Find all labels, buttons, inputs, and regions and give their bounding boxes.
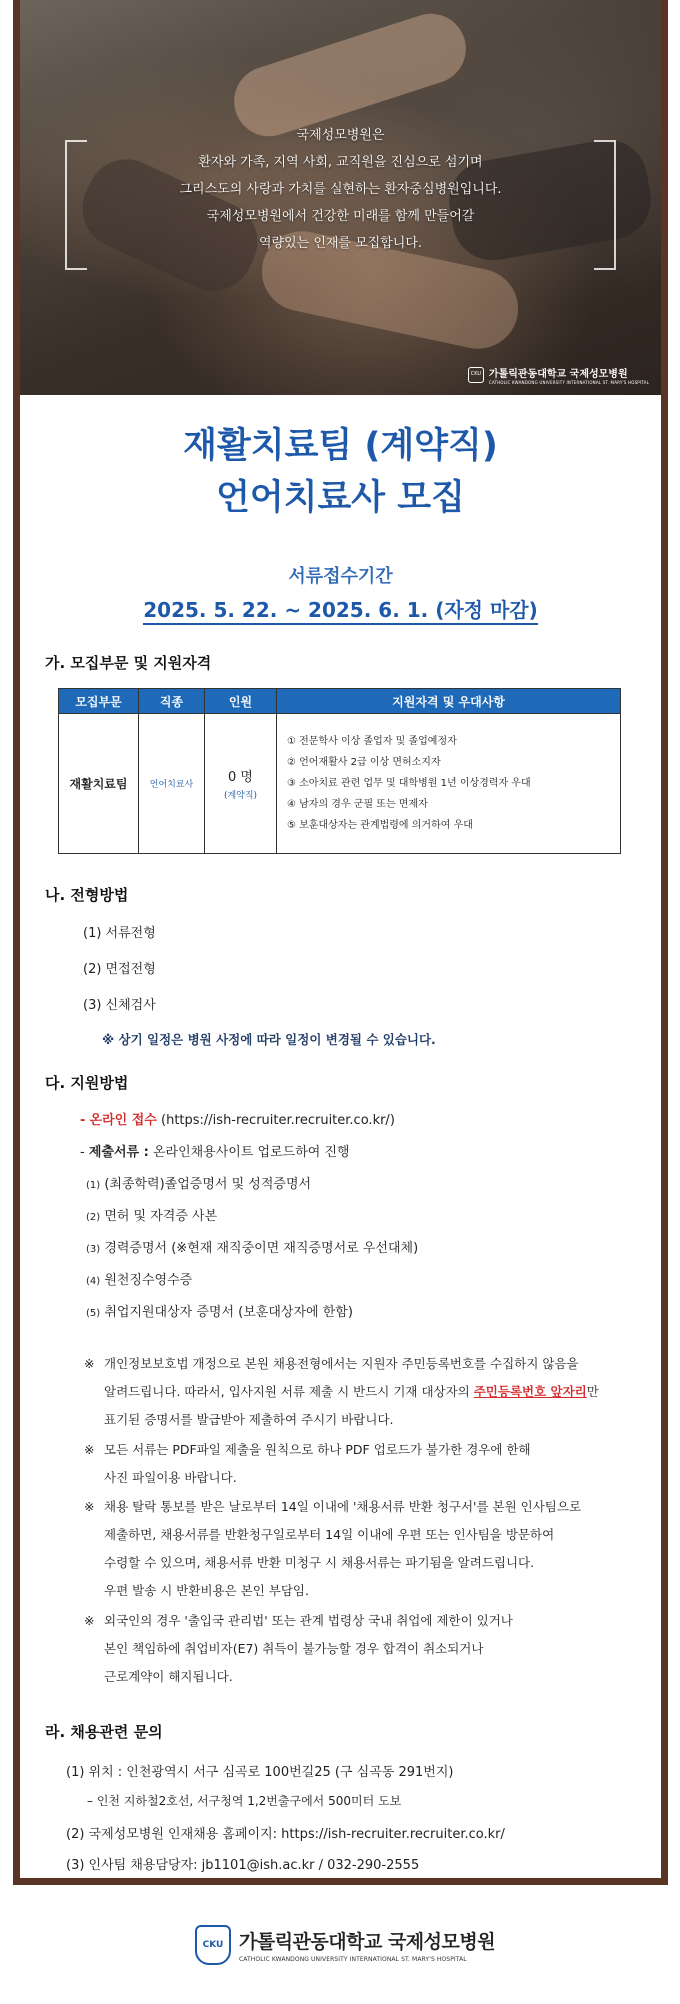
contact-homepage[interactable]: (2) 국제성모병원 인재채용 홈페이지: https://ish-recruiter.recruiter.co.kr/: [66, 1827, 505, 1842]
section-a-heading: 가. 모집부문 및 지원자격: [45, 654, 212, 672]
notice-mark: ※: [84, 1356, 95, 1371]
docs-desc: 온라인채용사이트 업로드하여 진행: [152, 1145, 350, 1160]
hero-bracket-left: [65, 140, 87, 270]
doc-num: (4): [86, 1276, 101, 1287]
doc-num: (3): [86, 1244, 101, 1255]
notice-line: 제출하면, 채용서류를 반환청구일로부터 14일 이내에 우편 또는 인사팀을 방문하여: [104, 1527, 555, 1542]
contact-hr: (3) 인사팀 채용담당자: jb1101@ish.ac.kr / 032-290-2555: [66, 1858, 420, 1873]
notice-line: 외국인의 경우 '출입국 관리법' 또는 관계 법령상 국내 취업에 제한이 있거나: [104, 1613, 513, 1628]
period-value: 2025. 5. 22. ~ 2025. 6. 1. (자정 마감): [143, 598, 538, 625]
hero-intro: [120, 122, 561, 257]
notice-line: 표기된 증명서를 발급받아 제출하여 주시기 바랍니다.: [104, 1412, 394, 1427]
hospital-seal-icon: CKU: [195, 1925, 231, 1965]
hero-intro-line: 국제성모병원에서 건강한 미래를 함께 만들어갈: [206, 209, 475, 224]
doc-item: [86, 1173, 311, 1192]
section-c-heading: 다. 지원방법: [45, 1074, 129, 1092]
contact-directions: – 인천 지하철2호선, 서구청역 1,2번출구에서 500미터 도보: [87, 1794, 402, 1808]
table-header-row: [59, 689, 621, 714]
notice-highlight: 주민등록번호 앞자리: [473, 1384, 587, 1399]
footer-logo-sub: CATHOLIC KWANDONG UNIVERSITY INTERNATIONAL ST. MARY'S HOSPITAL: [239, 1956, 467, 1963]
docs-line: [80, 1141, 350, 1160]
table-header-cell: 인원: [205, 689, 277, 714]
hero-intro-line: 국제성모병원은: [296, 128, 385, 143]
qual-item: ③ 소아치료 관련 업무 및 대학병원 1년 이상경력자 우대: [287, 778, 531, 789]
hero-bracket-right: [594, 140, 616, 270]
doc-text: 원천징수영수증: [104, 1273, 193, 1288]
count-cell: [205, 714, 277, 854]
notice-text: 알려드립니다. 따라서, 입사지원 서류 제출 시 반드시 기재 대상자의: [104, 1384, 474, 1399]
section-d-heading: 라. 채용관련 문의: [45, 1723, 163, 1741]
hospital-seal-icon: CKU: [468, 367, 484, 383]
application-period: [20, 594, 661, 623]
docs-label: 제출서류 :: [88, 1145, 149, 1160]
qual-item: ⑤ 보훈대상자는 관계법령에 의거하여 우대: [287, 820, 473, 831]
selection-step: (1) 서류전형: [83, 926, 156, 941]
doc-item: [86, 1205, 217, 1224]
doc-num: (1): [86, 1180, 101, 1191]
notice-line: 수령할 수 있으며, 채용서류 반환 미청구 시 채용서류는 파기됨을 알려드립니다.: [104, 1555, 535, 1570]
notice-text: 만: [586, 1384, 599, 1399]
doc-item: [86, 1237, 418, 1256]
requirements-table: [58, 688, 621, 854]
section-b-heading: 나. 전형방법: [45, 886, 129, 904]
notice-return: [84, 1493, 654, 1605]
notice-line: 채용 탈락 통보를 받은 날로부터 14일 이내에 '채용서류 반환 청구서'를 본원 인사팀으로: [104, 1499, 582, 1514]
notice-line: 본인 책임하에 취업비자(E7) 취득이 불가능할 경우 합격이 취소되거나: [104, 1641, 484, 1656]
online-apply-line: [80, 1109, 395, 1128]
online-apply-url[interactable]: (https://ish-recruiter.recruiter.co.kr/): [161, 1113, 395, 1128]
doc-text: (최종학력)졸업증명서 및 성적증명서: [104, 1177, 312, 1192]
qual-item: ① 전문학사 이상 졸업자 및 졸업예정자: [287, 736, 457, 747]
hero-intro-line: 그리스도의 사랑과 가치를 실현하는 환자중심병원입니다.: [179, 182, 502, 197]
schedule-note: ※ 상기 일정은 병원 사정에 따라 일정이 변경될 수 있습니다.: [102, 1032, 436, 1047]
dept-cell: 재활치료팀: [59, 714, 139, 854]
doc-text: 경력증명서 (※현재 재직중이면 재직증명서로 우선대체): [104, 1241, 419, 1256]
online-dash: -: [80, 1113, 86, 1128]
docs-dash: -: [80, 1145, 85, 1160]
doc-item: [86, 1269, 192, 1288]
table-header-cell: 모집부문: [59, 689, 139, 714]
job-cell: 언어치료사: [139, 714, 205, 854]
notice-foreigner: [84, 1607, 654, 1691]
selection-step: (3) 신체검사: [83, 998, 156, 1013]
notice-privacy: [84, 1350, 654, 1434]
notice-line: 근로계약이 해지됩니다.: [104, 1669, 233, 1684]
hero-logo-sub: CATHOLIC KWANDONG UNIVERSITY INTERNATIONAL ST. MARY'S HOSPITAL: [488, 380, 649, 385]
period-label: 서류접수기간: [288, 566, 393, 587]
doc-item: [86, 1301, 353, 1320]
footer-hospital-logo: [195, 1925, 495, 1965]
title-line-2: 언어치료사 모집: [216, 478, 465, 518]
table-row: [59, 714, 621, 854]
doc-num: (5): [86, 1308, 101, 1319]
notice-line: 우편 발송 시 반환비용은 본인 부담임.: [104, 1583, 309, 1598]
hero-banner: [20, 0, 661, 395]
hero-logo-name: 가톨릭관동대학교 국제성모병원: [488, 369, 628, 380]
title-line-1: 재활치료팀 (계약직): [183, 426, 498, 466]
table-header-cell: 지원자격 및 우대사항: [277, 689, 621, 714]
notice-line: [104, 1378, 654, 1406]
table-header-cell: 직종: [139, 689, 205, 714]
qual-item: ④ 남자의 경우 군필 또는 면제자: [287, 799, 428, 810]
notice-line: 사진 파일이용 바랍니다.: [104, 1470, 237, 1485]
notice-line: 개인정보보호법 개정으로 본원 채용전형에서는 지원자 주민등록번호를 수집하지 않음을: [104, 1356, 579, 1371]
footer-logo-name: 가톨릭관동대학교 국제성모병원: [239, 1931, 496, 1953]
count-note: (계약직): [223, 791, 258, 801]
qual-item: ② 언어재활사 2급 이상 면허소지자: [287, 757, 441, 768]
hero-hospital-logo: [468, 365, 649, 385]
count-value: 0 명: [228, 770, 253, 785]
doc-text: 면허 및 자격증 사본: [104, 1209, 218, 1224]
hero-intro-line: 환자와 가족, 지역 사회, 교직원을 진심으로 섬기며: [198, 155, 483, 170]
notice-pdf: [84, 1436, 654, 1492]
notice-mark: ※: [84, 1613, 95, 1628]
notice-mark: ※: [84, 1442, 95, 1457]
notice-line: 모든 서류는 PDF파일 제출을 원칙으로 하나 PDF 업로드가 불가한 경우에 한해: [104, 1442, 531, 1457]
contact-location: (1) 위치 : 인천광역시 서구 심곡로 100번길25 (구 심곡동 291번지): [66, 1765, 454, 1780]
hero-intro-line: 역량있는 인재를 모집합니다.: [258, 236, 423, 251]
quals-cell: [277, 714, 621, 854]
notice-mark: ※: [84, 1499, 95, 1514]
selection-step: (2) 면접전형: [83, 962, 156, 977]
doc-text: 취업지원대상자 증명서 (보훈대상자에 한함): [104, 1305, 353, 1320]
online-apply-label: 온라인 접수: [89, 1113, 157, 1128]
doc-num: (2): [86, 1212, 101, 1223]
